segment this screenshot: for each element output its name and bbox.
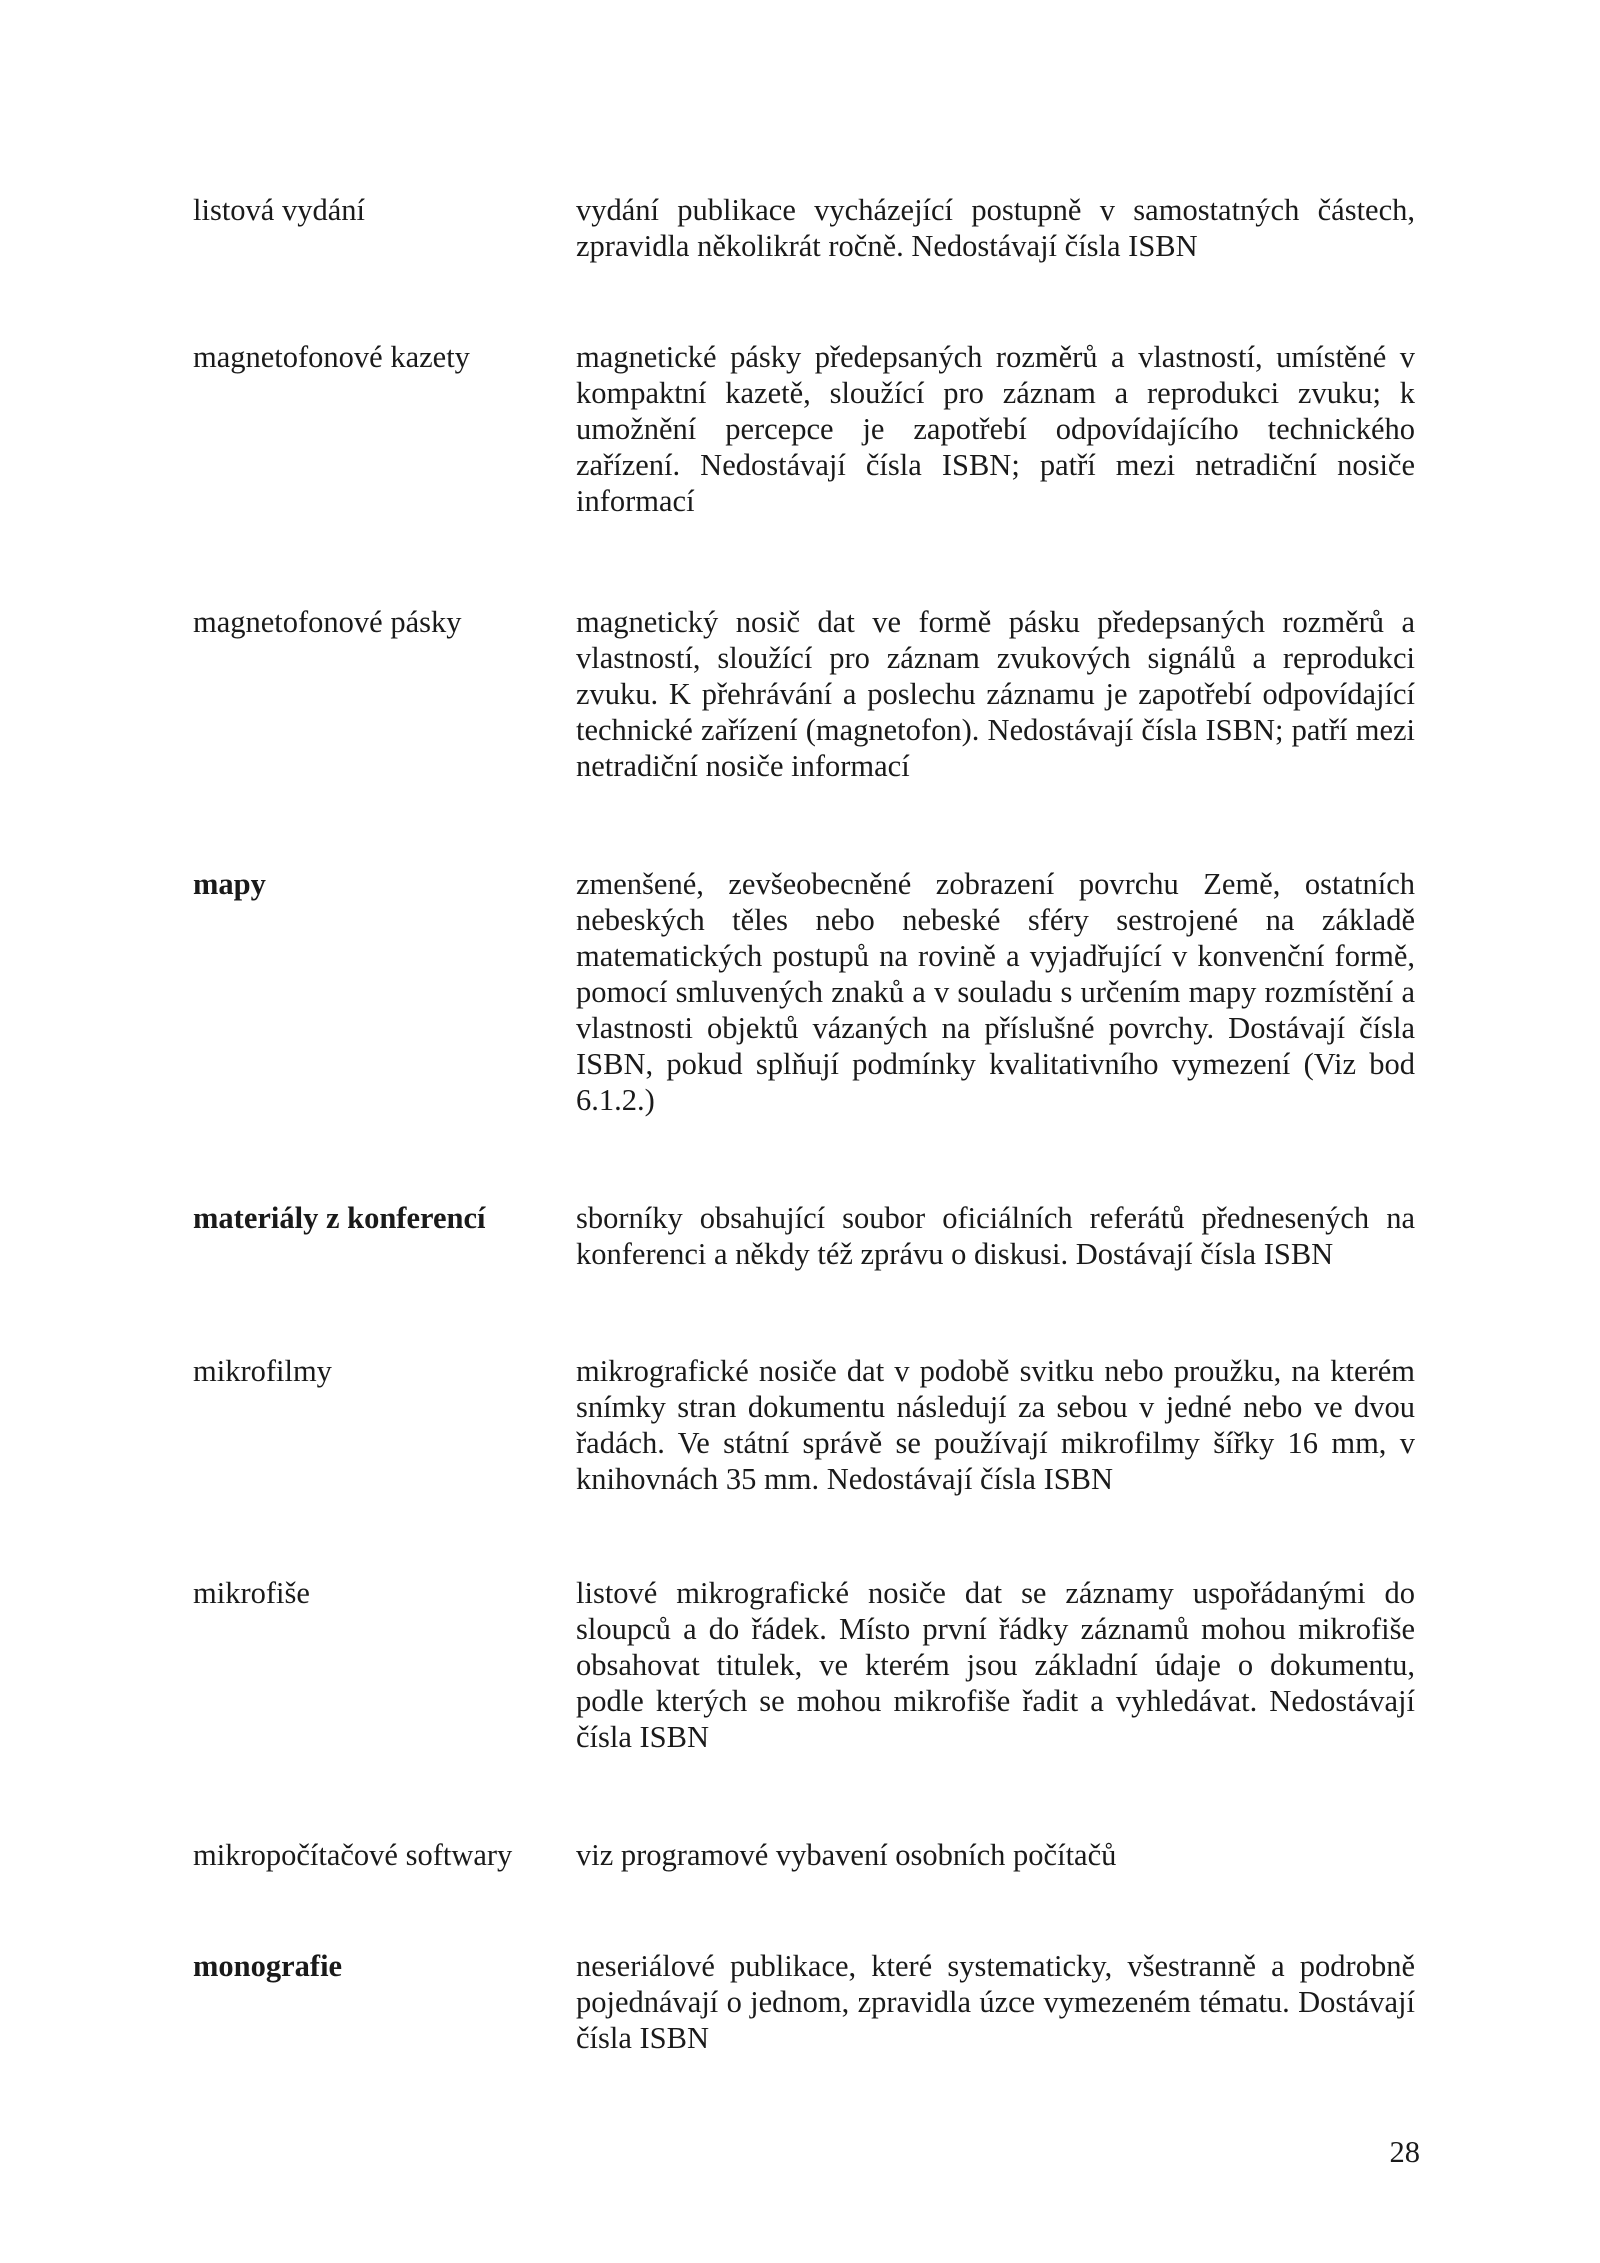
entry-definition: magnetický nosič dat ve formě pásku předepsaných rozměrů a vlastností, sloužící pro záznam zvukových signálů a reprodukci zvuku. K přehrávání a poslechu záznamu je zapotřebí odpovídající technické zařízení (magnetofon). Nedostávají čísla ISBN; patří mezi netradiční nosiče informací — [576, 605, 1415, 783]
entry-definition: vydání publikace vycházející postupně v samostatných částech, zpravidla několikrát ročně. Nedostávají čísla ISBN — [576, 193, 1415, 263]
entry-definition: viz programové vybavení osobních počítačů — [576, 1838, 1117, 1872]
entry-term: mapy — [193, 867, 266, 901]
entry-term: magnetofonové kazety — [193, 340, 470, 374]
page-number: 28 — [1389, 2135, 1420, 2169]
entry-definition: sborníky obsahující soubor oficiálních referátů přednesených na konferenci a někdy též zprávu o diskusi. Dostávají čísla ISBN — [576, 1201, 1415, 1271]
entry-term: monografie — [193, 1949, 343, 1983]
entry-term: materiály z konferencí — [193, 1201, 486, 1235]
entry-term: mikropočítačové softwary — [193, 1838, 513, 1872]
entry-term: listová vydání — [193, 193, 365, 227]
entry-term: mikrofilmy — [193, 1354, 332, 1388]
entry-definition: mikrografické nosiče dat v podobě svitku nebo proužku, na kterém snímky stran dokumentu následují za sebou v jedné nebo ve dvou řadách. Ve státní správě se používají mikrofilmy šířky 16 mm, v knihovnách 35 mm. Nedostávají čísla ISBN — [576, 1354, 1415, 1496]
entry-definition: magnetické pásky předepsaných rozměrů a vlastností, umístěné v kompaktní kazetě, sloužící pro záznam a reprodukci zvuku; k umožnění percepce je zapotřebí odpovídajícího technického zařízení. Nedostávají čísla ISBN; patří mezi netradiční nosiče informací — [576, 340, 1415, 518]
entry-definition: listové mikrografické nosiče dat se záznamy uspořádanými do sloupců a do řádek. Místo první řádky záznamů mohou mikrofiše obsahovat titulek, ve kterém jsou základní údaje o dokumentu, podle kterých se mohou mikrofiše řadit a vyhledávat. Nedostávají čísla ISBN — [576, 1576, 1415, 1754]
entry-definition: zmenšené, zevšeobecněné zobrazení povrchu Země, ostatních nebeských těles nebo nebeské sféry sestrojené na základě matematických postupů na rovině a vyjadřující v konvenční formě, pomocí smluvených znaků a v souladu s určením mapy rozmístění a vlastnosti objektů vázaných na příslušné povrchy. Dostávají čísla ISBN, pokud splňují podmínky kvalitativního vymezení (Viz bod 6.1.2.) — [576, 867, 1415, 1117]
entry-definition: neseriálové publikace, které systematicky, všestranně a podrobně pojednávají o jednom, zpravidla úzce vymezeném tématu. Dostávají čísla ISBN — [576, 1949, 1415, 2055]
entry-term: magnetofonové pásky — [193, 605, 462, 639]
entry-term: mikrofiše — [193, 1576, 310, 1610]
